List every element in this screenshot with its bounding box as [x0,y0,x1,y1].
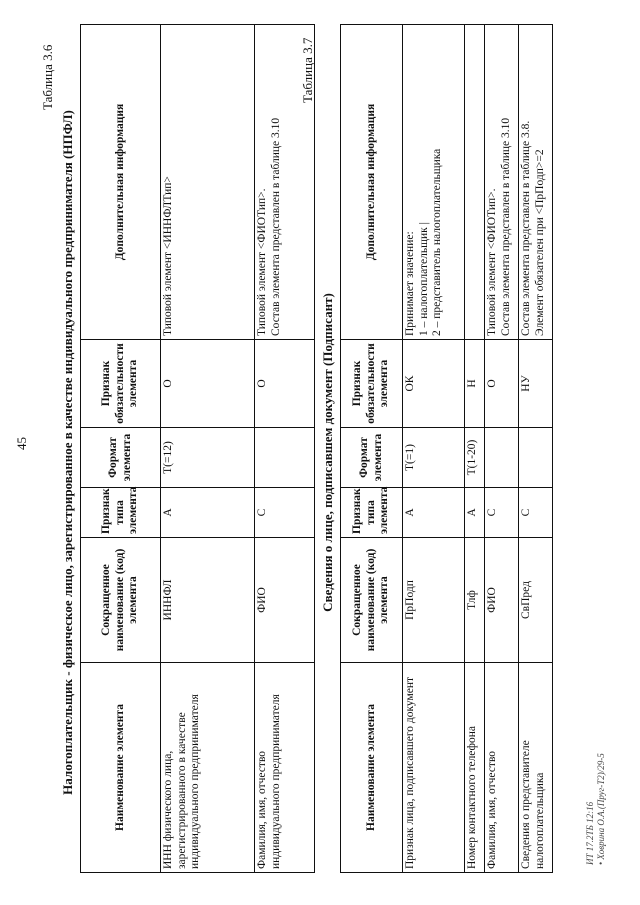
table1-cell-name: Фамилия, имя, отчество индивидуального предпринимателя [255,663,315,873]
table2-title: Сведения о лице, подписавшем документ (Подписант) [320,293,335,612]
table2-cell-req: О [485,340,519,428]
table2-cell-format [519,428,553,488]
table2-cell-format: T(=1) [403,428,465,488]
page-number: 45 [14,437,29,450]
table2-cell-req: НУ [519,340,553,428]
table2-cell-format: T(1-20) [465,428,485,488]
table2-cell-info: Принимает значение: 1 – налогоплательщик | 2 – представитель налогоплательщика [403,25,465,340]
table1-cell-format [255,428,315,488]
table1-caption: Таблица 3.6 [40,44,55,110]
table2-header-cell: Дополнительная информация [341,25,403,340]
table1-header-cell: Признак обязательности элемента [81,340,161,428]
table1-cell-req: О [161,340,255,428]
table1-header-row [81,25,161,873]
table1-cell-code: ФИО [255,538,315,663]
table1-header-cell: Формат элемента [81,428,161,488]
table2-cell-name: Признак лица, подписавшего документ [403,663,465,873]
table2-cell-req: ОК [403,340,465,428]
table2 [340,24,553,873]
table1-cell-info: Типовой элемент <ФИОТип>. Состав элемента представлен в таблице 3.10 [255,25,315,340]
table2-cell-code: СвПред [519,538,553,663]
table2-cell-code: ФИО [485,538,519,663]
table2-header-cell: Сокращенное наименование (код) элемента [341,538,403,663]
table1-cell-name: ИНН физического лица, зарегистрированного в качестве индивидуального предпринимателя [161,663,255,873]
table2-cell-format [485,428,519,488]
stamp-line: • Ховрина О.А.(Пруг-Т2)/29-5 [595,753,606,865]
table2-header-row [341,25,403,873]
table2-header-cell: Признак типа элемента [341,488,403,538]
table1-title: Налогоплательщик - физическое лицо, зарегистрированное в качестве индивидуального предпринимателя (НПФЛ) [60,110,75,795]
table1-cell-type: А [161,488,255,538]
table2-cell-req: Н [465,340,485,428]
table2-cell-type: С [519,488,553,538]
table-row [519,25,553,873]
table2-cell-type: А [403,488,465,538]
table-row [403,25,465,873]
table-row [255,25,315,873]
table1-cell-code: ИННФЛ [161,538,255,663]
table1-cell-info: Типовой элемент <ИННФЛТип> [161,25,255,340]
table-row [465,25,485,873]
table2-header-cell: Признак обязательности элемента [341,340,403,428]
table1-header-cell: Дополнительная информация [81,25,161,340]
table2-cell-name: Фамилия, имя, отчество [485,663,519,873]
table2-header-cell: Наименование элемента [341,663,403,873]
table2-header-cell: Формат элемента [341,428,403,488]
table1 [80,24,315,873]
handwritten-stamp [585,753,607,865]
table2-cell-name: Номер контактного телефона [465,663,485,873]
table2-caption: Таблица 3.7 [300,37,315,103]
table1-cell-format: T(=12) [161,428,255,488]
table1-header-cell: Наименование элемента [81,663,161,873]
table1-header-cell: Сокращенное наименование (код) элемента [81,538,161,663]
table2-cell-code: Тлф [465,538,485,663]
table1-header-cell: Признак типа элемента [81,488,161,538]
table2-cell-type: А [465,488,485,538]
table2-cell-info [465,25,485,340]
table-row [161,25,255,873]
table2-cell-type: С [485,488,519,538]
stamp-line: ИТ 17.2ТБ 12:16 [585,801,595,865]
table2-cell-name: Сведения о представителе налогоплательщика [519,663,553,873]
table2-cell-info: Типовой элемент <ФИОТип>. Состав элемента представлен в таблице 3.10 [485,25,519,340]
table1-cell-type: С [255,488,315,538]
table1-cell-req: О [255,340,315,428]
table2-cell-code: ПрПодп [403,538,465,663]
table-row [485,25,519,873]
table2-cell-info: Состав элемента представлен в таблице 3.8. Элемент обязателен при <ПрПодп>=2 [519,25,553,340]
